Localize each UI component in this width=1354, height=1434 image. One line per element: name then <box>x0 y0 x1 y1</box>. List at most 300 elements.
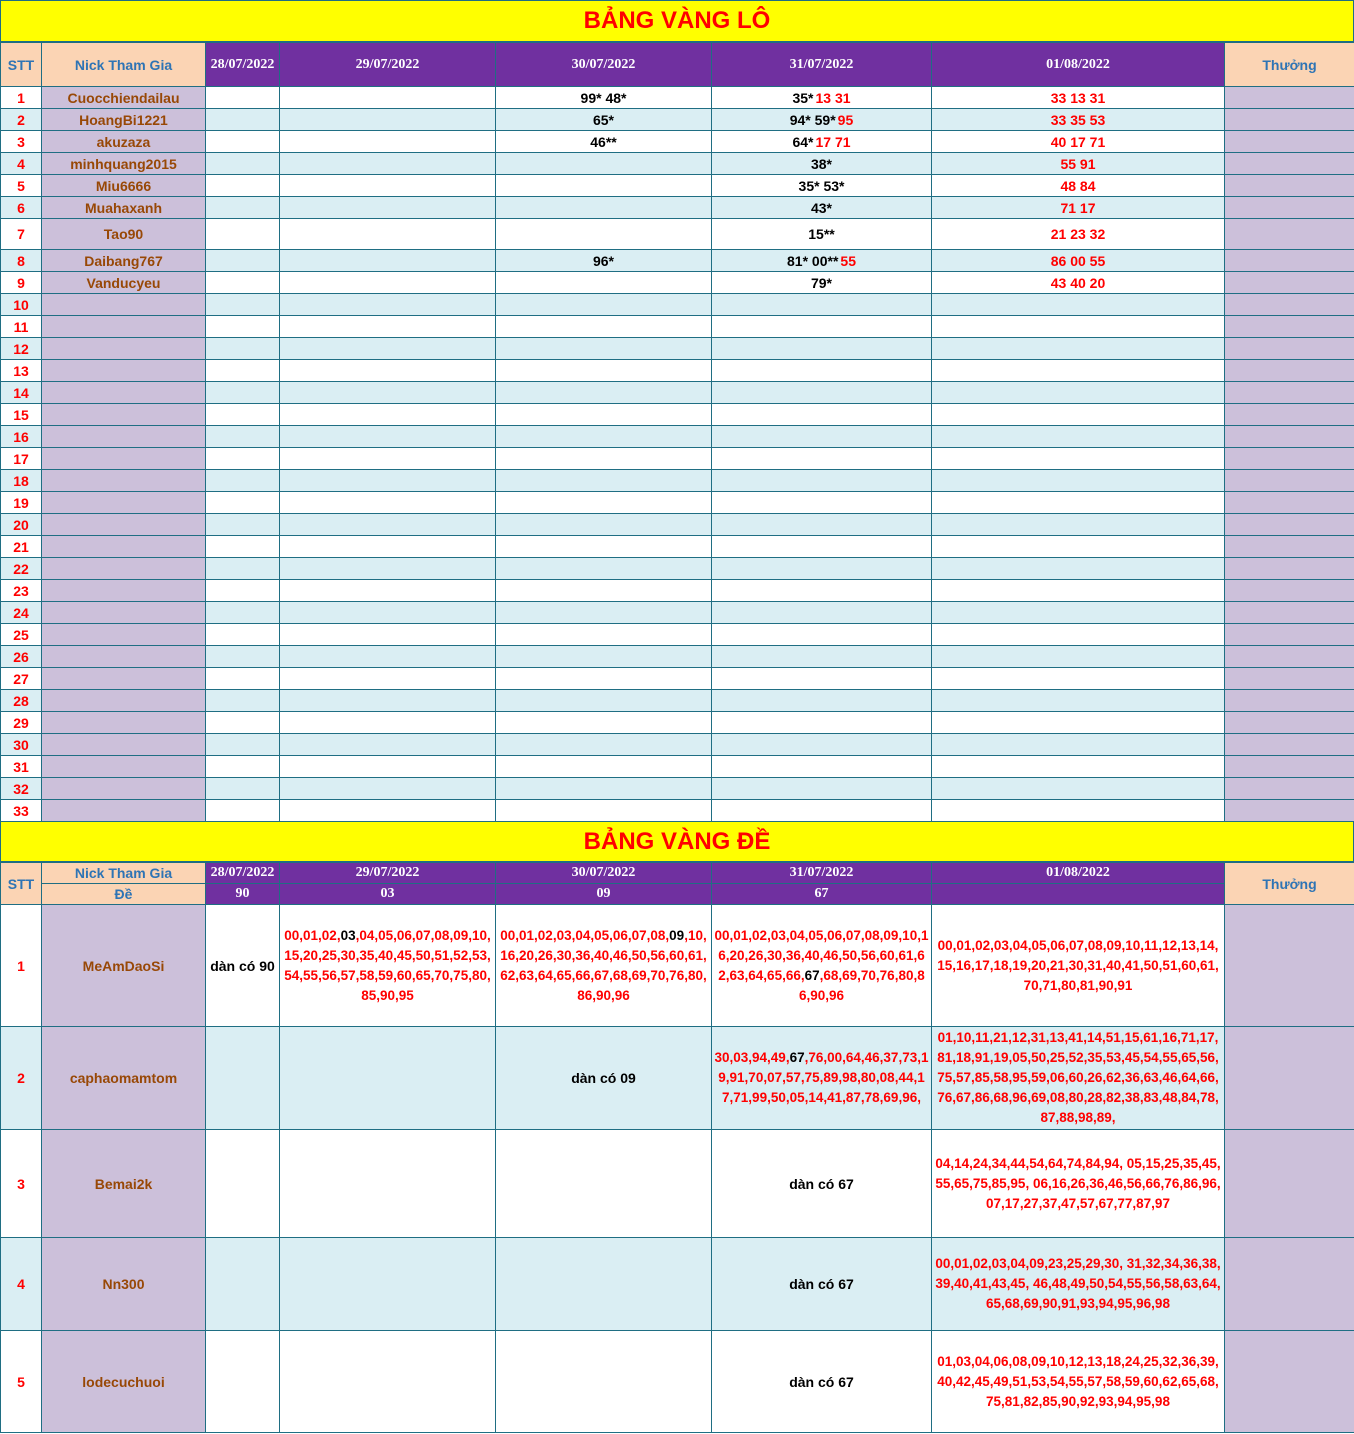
de-table-title: BẢNG VÀNG ĐỀ <box>0 821 1354 862</box>
row-nick: lodecuchuoi <box>42 1331 206 1433</box>
row-stt: 9 <box>1 272 42 294</box>
de-number-list: 03 <box>340 927 356 943</box>
lo-cell <box>932 360 1225 382</box>
table-row <box>1 87 1354 109</box>
de-number-list: ,04,05,06,07,08,09,10,15,20,25,30,35,40,45,50,51,52,53,54,55,56,57,58,59,60,65,70,75,80,85,90,95 <box>284 927 491 1003</box>
de-cell <box>280 1331 496 1433</box>
lo-cell <box>280 624 496 646</box>
lo-cell <box>280 756 496 778</box>
de-number-list: 00,01,02,03,04,09,23,25,29,30, 31,32,34,36,38,39,40,41,43,45, 46,48,49,50,54,55,56,58,63,64, 65,68,69,90,91,93,94,95,96,98 <box>935 1256 1221 1311</box>
lo-cell <box>932 492 1225 514</box>
table-row <box>1 1027 1354 1130</box>
lo-cell <box>932 712 1225 734</box>
de-cell <box>496 905 712 1027</box>
header-date: 01/08/2022 <box>932 863 1225 884</box>
table-row <box>1 668 1354 690</box>
table-row <box>1 580 1354 602</box>
lo-cell <box>206 250 280 272</box>
row-bonus <box>1225 153 1354 175</box>
row-stt: 8 <box>1 250 42 272</box>
lo-cell <box>712 712 932 734</box>
row-nick <box>42 646 206 668</box>
de-cell <box>496 1130 712 1238</box>
lo-cell <box>496 800 712 822</box>
lo-cell <box>712 272 932 294</box>
de-number-list: ,76,00,64,46,37,73,19,91,70,07,57,75,89,98,80,08,44,17,71,99,50,05,14,41,87,78,69,96, <box>718 1050 929 1105</box>
lo-cell <box>280 316 496 338</box>
de-number-list: 01,10,11,21,12,31,13,41,14,51,15,61,16,71,17,81,18,91,19,05,50,25,52,35,53,45,54,55,65,56,75,57,85,58,95,59,06,60,26,62,36,63,46,64,66,76,67,86,68,96,69,08,80,28,82,38,83,48,84,78,87,88,98,89, <box>937 1030 1219 1125</box>
lo-cell <box>206 646 280 668</box>
lo-cell <box>932 338 1225 360</box>
row-stt: 3 <box>1 1130 42 1238</box>
lo-cell <box>206 580 280 602</box>
row-stt: 11 <box>1 316 42 338</box>
row-nick <box>42 360 206 382</box>
row-bonus <box>1225 316 1354 338</box>
row-stt: 19 <box>1 492 42 514</box>
header-nick: Nick Tham Gia <box>42 43 206 87</box>
lo-cell <box>712 690 932 712</box>
lo-cell <box>496 778 712 800</box>
row-bonus <box>1225 360 1354 382</box>
row-stt: 2 <box>1 1027 42 1130</box>
lo-number: 65* <box>592 111 615 128</box>
lo-number: 46** <box>590 133 617 150</box>
table-row <box>1 382 1354 404</box>
lo-cell <box>496 492 712 514</box>
row-nick: Cuocchiendailau <box>42 87 206 109</box>
lo-cell <box>496 624 712 646</box>
lo-cell <box>712 580 932 602</box>
table-row <box>1 360 1354 382</box>
table-row <box>1 712 1354 734</box>
de-number-list: ,68,69,70,76,80,86,90,96 <box>798 967 925 1003</box>
lo-cell <box>496 219 712 250</box>
row-nick <box>42 558 206 580</box>
header-stt: STT <box>1 863 42 905</box>
lo-cell <box>932 109 1225 131</box>
table-row <box>1 646 1354 668</box>
row-nick <box>42 668 206 690</box>
lo-cell <box>206 470 280 492</box>
lo-cell <box>206 448 280 470</box>
lo-cell <box>280 778 496 800</box>
row-nick <box>42 294 206 316</box>
lo-cell <box>496 197 712 219</box>
lo-cell <box>280 153 496 175</box>
table-row <box>1 338 1354 360</box>
row-bonus <box>1225 558 1354 580</box>
row-nick <box>42 690 206 712</box>
lo-cell <box>712 602 932 624</box>
lo-number: 81* 00** <box>787 252 839 269</box>
lo-cell <box>712 448 932 470</box>
lo-number: 71 17 <box>1060 199 1096 216</box>
header-date: 30/07/2022 <box>496 43 712 87</box>
row-bonus <box>1225 1027 1354 1130</box>
row-nick <box>42 536 206 558</box>
lo-cell <box>932 316 1225 338</box>
row-bonus <box>1225 712 1354 734</box>
lo-cell <box>712 426 932 448</box>
lo-cell <box>712 800 932 822</box>
lo-cell <box>712 250 932 272</box>
lo-cell <box>496 558 712 580</box>
dan-note: dàn có 67 <box>789 1175 854 1192</box>
lo-cell <box>712 470 932 492</box>
row-bonus <box>1225 131 1354 153</box>
lo-cell <box>712 219 932 250</box>
lo-cell <box>932 87 1225 109</box>
lo-cell <box>496 109 712 131</box>
de-number-list: 67 <box>789 1050 805 1065</box>
row-bonus <box>1225 1331 1354 1433</box>
lo-cell <box>712 536 932 558</box>
lo-cell <box>280 131 496 153</box>
lo-cell <box>280 175 496 197</box>
row-stt: 33 <box>1 800 42 822</box>
lo-cell <box>206 175 280 197</box>
row-stt: 23 <box>1 580 42 602</box>
row-stt: 2 <box>1 109 42 131</box>
de-cell <box>712 1331 932 1433</box>
row-bonus <box>1225 800 1354 822</box>
row-nick: MeAmDaoSi <box>42 905 206 1027</box>
lo-cell <box>280 558 496 580</box>
table-row <box>1 756 1354 778</box>
table-row <box>1 536 1354 558</box>
lo-number: 64* <box>792 133 814 150</box>
de-cell <box>932 1130 1225 1238</box>
row-stt: 20 <box>1 514 42 536</box>
table-row <box>1 219 1354 250</box>
lo-cell <box>280 426 496 448</box>
de-cell <box>206 1331 280 1433</box>
row-nick: Bemai2k <box>42 1130 206 1238</box>
row-bonus <box>1225 109 1354 131</box>
table-row <box>1 316 1354 338</box>
row-nick: caphaomamtom <box>42 1027 206 1130</box>
lo-number: 99* 48* <box>580 89 627 106</box>
row-bonus <box>1225 778 1354 800</box>
lo-number: 95 <box>837 111 854 128</box>
row-stt: 29 <box>1 712 42 734</box>
row-bonus <box>1225 536 1354 558</box>
row-bonus <box>1225 294 1354 316</box>
lo-cell <box>206 690 280 712</box>
lo-number: 40 17 71 <box>1050 133 1106 150</box>
result-value: 67 <box>712 884 932 905</box>
de-cell <box>932 1238 1225 1331</box>
lo-cell <box>280 734 496 756</box>
row-stt: 22 <box>1 558 42 580</box>
lo-cell <box>206 514 280 536</box>
header-date: 31/07/2022 <box>712 43 932 87</box>
lo-number: 33 13 31 <box>1050 89 1106 106</box>
row-nick: akuzaza <box>42 131 206 153</box>
de-cell <box>280 905 496 1027</box>
de-number-list: 04,14,24,34,44,54,64,74,84,94, 05,15,25,35,45,55,65,75,85,95, 06,16,26,36,46,56,66,76,86,96, 07,17,27,37,47,57,67,77,87,97 <box>935 1155 1221 1211</box>
row-stt: 32 <box>1 778 42 800</box>
de-number-list: 67 <box>804 967 820 983</box>
lo-cell <box>280 219 496 250</box>
header-date: 31/07/2022 <box>712 863 932 884</box>
table-row <box>1 404 1354 426</box>
lo-number: 13 31 <box>815 89 851 106</box>
lo-cell <box>932 558 1225 580</box>
lo-cell <box>280 197 496 219</box>
lo-cell <box>206 131 280 153</box>
header-de: Đề <box>42 884 206 905</box>
de-cell <box>206 1238 280 1331</box>
table-row <box>1 778 1354 800</box>
row-bonus <box>1225 624 1354 646</box>
lo-cell <box>206 558 280 580</box>
lo-cell <box>206 316 280 338</box>
row-stt: 28 <box>1 690 42 712</box>
lo-cell <box>712 492 932 514</box>
lo-cell <box>932 197 1225 219</box>
lo-cell <box>712 382 932 404</box>
row-stt: 5 <box>1 175 42 197</box>
lo-cell <box>932 624 1225 646</box>
lo-cell <box>496 316 712 338</box>
de-cell <box>280 1130 496 1238</box>
row-stt: 30 <box>1 734 42 756</box>
lo-cell <box>712 624 932 646</box>
de-number-list: 00,01,02,03,04,05,06,07,08, <box>500 927 670 943</box>
table-row <box>1 470 1354 492</box>
row-nick <box>42 602 206 624</box>
row-stt: 21 <box>1 536 42 558</box>
row-stt: 25 <box>1 624 42 646</box>
lo-cell <box>496 250 712 272</box>
table-row <box>1 448 1354 470</box>
row-stt: 12 <box>1 338 42 360</box>
lo-cell <box>712 360 932 382</box>
row-bonus <box>1225 1130 1354 1238</box>
row-nick: Tao90 <box>42 219 206 250</box>
lo-cell <box>496 87 712 109</box>
lo-number: 55 91 <box>1060 155 1096 172</box>
lo-number: 43* <box>810 199 833 216</box>
lo-cell <box>206 492 280 514</box>
row-nick <box>42 580 206 602</box>
lo-cell <box>280 712 496 734</box>
row-stt: 31 <box>1 756 42 778</box>
header-stt: STT <box>1 43 42 87</box>
row-bonus <box>1225 426 1354 448</box>
lo-cell <box>206 426 280 448</box>
de-cell <box>712 1238 932 1331</box>
lo-cell <box>206 668 280 690</box>
lo-cell <box>280 404 496 426</box>
header-date: 28/07/2022 <box>206 863 280 884</box>
row-nick <box>42 734 206 756</box>
lo-number: 79* <box>810 274 833 291</box>
de-cell <box>932 1027 1225 1130</box>
lo-cell <box>496 175 712 197</box>
lo-cell <box>280 250 496 272</box>
de-number-list: 01,03,04,06,08,09,10,12,13,18,24,25,32,36,39,40,42,45,49,51,53,54,55,57,58,59,60,62,65,68,75,81,82,85,90,92,93,94,95,98 <box>937 1353 1219 1409</box>
header-date: 29/07/2022 <box>280 863 496 884</box>
de-number-list: 09 <box>669 927 685 943</box>
lo-number: 38* <box>810 155 833 172</box>
lo-cell <box>932 250 1225 272</box>
lo-number: 55 <box>840 252 856 269</box>
lo-cell <box>280 668 496 690</box>
lo-cell <box>932 426 1225 448</box>
lo-cell <box>712 734 932 756</box>
lo-cell <box>280 646 496 668</box>
lo-table <box>0 42 1354 822</box>
row-stt: 15 <box>1 404 42 426</box>
row-bonus <box>1225 250 1354 272</box>
lo-cell <box>712 558 932 580</box>
lo-cell <box>932 778 1225 800</box>
row-nick <box>42 778 206 800</box>
table-row <box>1 153 1354 175</box>
lo-cell <box>932 153 1225 175</box>
lo-cell <box>280 514 496 536</box>
lo-cell <box>712 778 932 800</box>
table-row <box>1 492 1354 514</box>
lo-cell <box>206 778 280 800</box>
lo-cell <box>932 175 1225 197</box>
de-cell <box>712 1027 932 1130</box>
row-stt: 1 <box>1 905 42 1027</box>
de-number-list: 30,03,94,49, <box>714 1050 790 1065</box>
lo-cell <box>280 448 496 470</box>
row-bonus <box>1225 338 1354 360</box>
table-row <box>1 250 1354 272</box>
lo-cell <box>280 294 496 316</box>
lo-cell <box>712 316 932 338</box>
row-bonus <box>1225 197 1354 219</box>
lo-cell <box>712 87 932 109</box>
table-row <box>1 690 1354 712</box>
row-nick <box>42 492 206 514</box>
row-stt: 4 <box>1 1238 42 1331</box>
lo-cell <box>932 470 1225 492</box>
row-nick <box>42 712 206 734</box>
lo-cell <box>496 756 712 778</box>
lo-cell <box>932 668 1225 690</box>
row-bonus <box>1225 470 1354 492</box>
de-table <box>0 862 1354 1433</box>
header-date: 29/07/2022 <box>280 43 496 87</box>
header-nick: Nick Tham Gia <box>42 863 206 884</box>
lo-cell <box>712 197 932 219</box>
lo-cell <box>496 690 712 712</box>
dan-note: dàn có 90 <box>210 957 275 974</box>
row-nick <box>42 404 206 426</box>
lo-cell <box>496 470 712 492</box>
lo-cell <box>712 646 932 668</box>
lo-cell <box>712 109 932 131</box>
lo-cell <box>712 756 932 778</box>
table-row <box>1 514 1354 536</box>
lo-cell <box>206 602 280 624</box>
table-row <box>1 905 1354 1027</box>
lo-cell <box>206 756 280 778</box>
lo-cell <box>206 404 280 426</box>
lo-cell <box>206 712 280 734</box>
lo-cell <box>280 492 496 514</box>
lo-cell <box>496 426 712 448</box>
row-bonus <box>1225 1238 1354 1331</box>
lo-cell <box>206 197 280 219</box>
de-cell <box>932 1331 1225 1433</box>
row-stt: 3 <box>1 131 42 153</box>
lo-cell <box>280 382 496 404</box>
table-row <box>1 197 1354 219</box>
lo-cell <box>932 448 1225 470</box>
de-cell <box>280 1027 496 1130</box>
row-bonus <box>1225 580 1354 602</box>
row-bonus <box>1225 492 1354 514</box>
table-row <box>1 175 1354 197</box>
de-cell <box>496 1331 712 1433</box>
lo-cell <box>932 646 1225 668</box>
lo-cell <box>206 382 280 404</box>
lo-number: 43 40 20 <box>1050 274 1106 291</box>
row-bonus <box>1225 404 1354 426</box>
row-nick <box>42 382 206 404</box>
row-nick: Miu6666 <box>42 175 206 197</box>
lo-cell <box>280 87 496 109</box>
row-nick: HoangBi1221 <box>42 109 206 131</box>
lo-cell <box>206 360 280 382</box>
lo-cell <box>206 734 280 756</box>
result-value: 09 <box>496 884 712 905</box>
de-number-list: 00,01,02,03,04,05,06,07,08,09,10,11,12,13,14,15,16,17,18,19,20,21,30,31,40,41,50,51,60,61,70,71,80,81,90,91 <box>937 937 1219 993</box>
header-bonus: Thưởng <box>1225 43 1354 87</box>
de-number-list: ,10,16,20,26,30,36,40,46,50,56,60,61,62,63,64,65,66,67,68,69,70,76,80,86,90,96 <box>500 927 707 1003</box>
lo-cell <box>932 734 1225 756</box>
lo-cell <box>280 800 496 822</box>
de-cell <box>496 1027 712 1130</box>
lo-cell <box>712 514 932 536</box>
table-row <box>1 558 1354 580</box>
lo-cell <box>496 646 712 668</box>
lo-cell <box>932 131 1225 153</box>
dan-note: dàn có 67 <box>789 1373 854 1390</box>
row-nick: Muahaxanh <box>42 197 206 219</box>
row-nick: Vanducyeu <box>42 272 206 294</box>
lo-cell <box>280 580 496 602</box>
lo-cell <box>206 272 280 294</box>
row-stt: 14 <box>1 382 42 404</box>
lo-cell <box>932 294 1225 316</box>
lo-cell <box>712 404 932 426</box>
row-bonus <box>1225 646 1354 668</box>
lo-cell <box>932 690 1225 712</box>
lo-cell <box>206 294 280 316</box>
lo-number: 86 00 55 <box>1050 252 1106 269</box>
lo-number: 48 84 <box>1060 177 1096 194</box>
lo-cell <box>712 338 932 360</box>
row-bonus <box>1225 690 1354 712</box>
lo-number: 33 35 53 <box>1050 111 1106 128</box>
lo-cell <box>712 153 932 175</box>
table-row <box>1 1238 1354 1331</box>
row-nick <box>42 514 206 536</box>
row-bonus <box>1225 87 1354 109</box>
table-row <box>1 734 1354 756</box>
lo-cell <box>496 536 712 558</box>
lo-cell <box>932 800 1225 822</box>
